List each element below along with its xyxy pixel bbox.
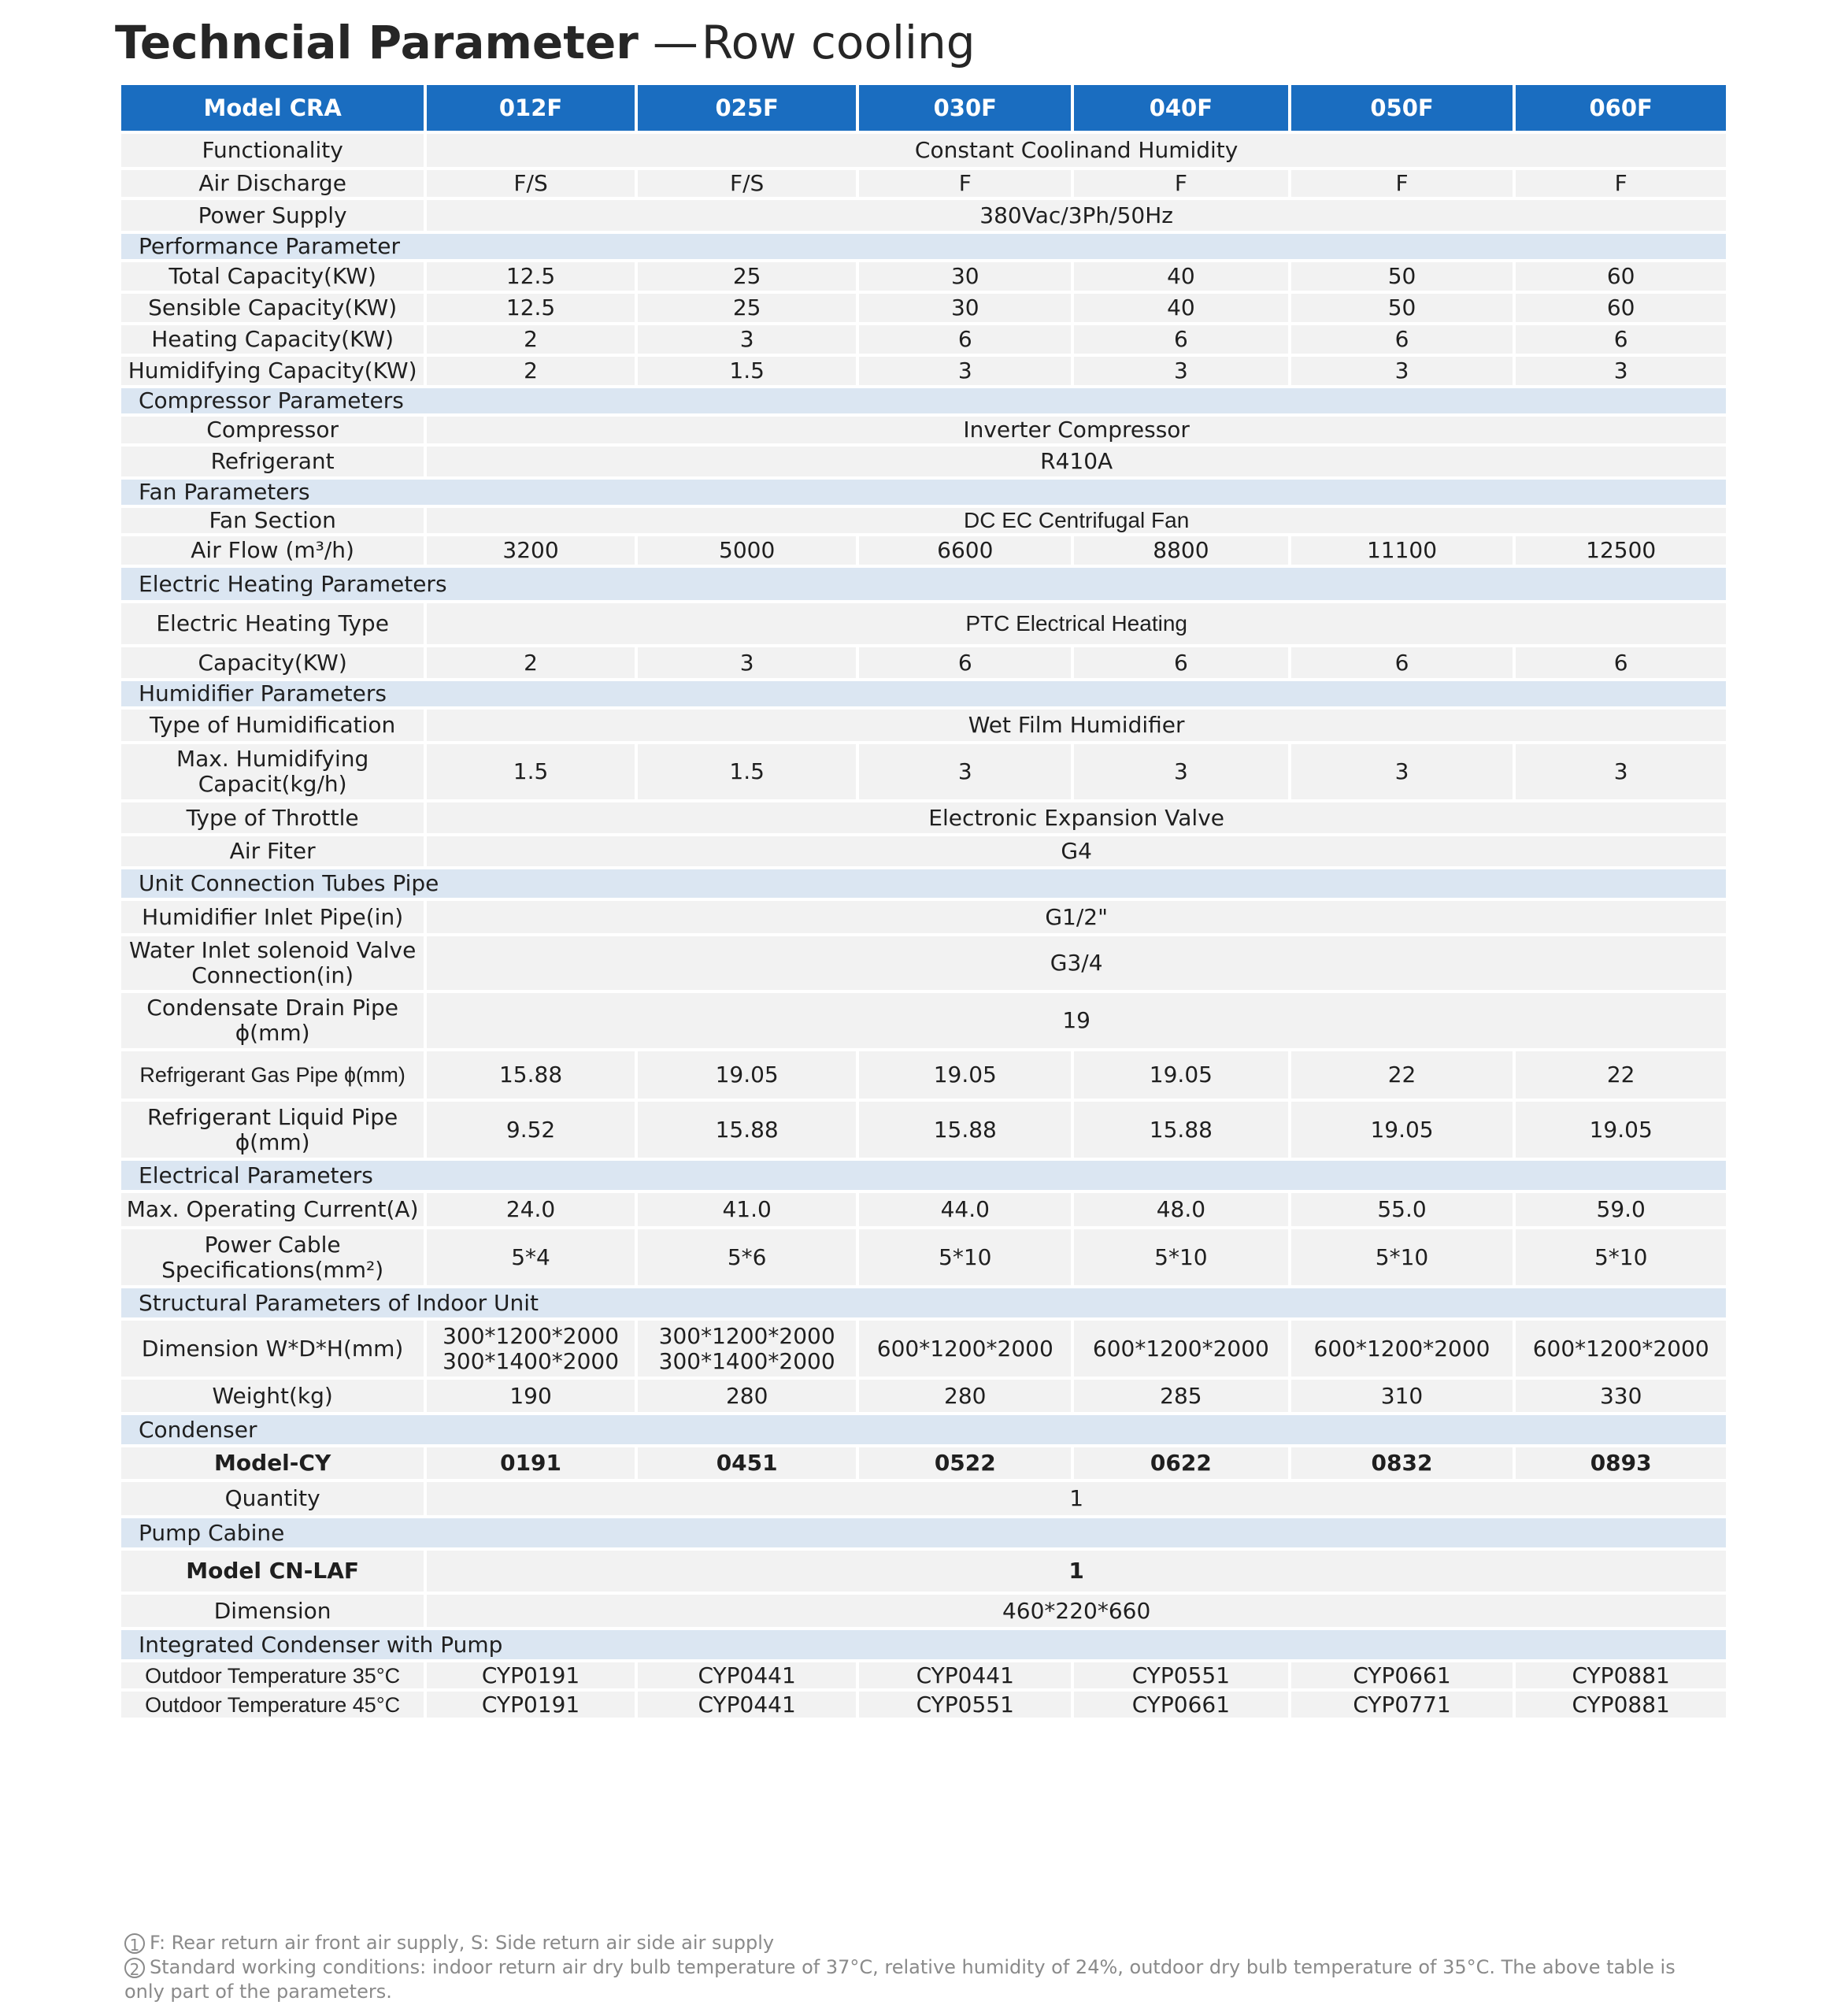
- section-row: [121, 869, 1726, 898]
- row-value: CYP0191: [427, 1662, 635, 1688]
- table-row: [121, 744, 1726, 799]
- row-value: R410A: [427, 447, 1726, 476]
- row-value: 380Vac/3Ph/50Hz: [427, 200, 1726, 231]
- row-value: 22: [1516, 1051, 1726, 1099]
- row-label: Compressor: [121, 417, 424, 443]
- row-value: 280: [638, 1380, 857, 1412]
- row-value: 25: [638, 262, 857, 291]
- row-value: 1.5: [638, 357, 857, 385]
- section-heading: Performance Parameter: [121, 234, 1726, 259]
- section-heading: Fan Parameters: [121, 480, 1726, 505]
- table-row: [121, 710, 1726, 741]
- row-value: 48.0: [1074, 1193, 1288, 1226]
- row-value: 330: [1516, 1380, 1726, 1412]
- row-value: 3: [638, 647, 857, 678]
- row-value: 19.05: [1516, 1102, 1726, 1158]
- title-dash: —: [652, 16, 698, 69]
- row-value: 6: [859, 325, 1071, 354]
- row-value: CYP0441: [859, 1662, 1071, 1688]
- row-value: 19.05: [1074, 1051, 1288, 1099]
- section-heading: Electric Heating Parameters: [121, 568, 1726, 600]
- table-row: [121, 294, 1726, 322]
- table-row: [121, 603, 1726, 644]
- row-value: 15.88: [859, 1102, 1071, 1158]
- row-label: Model-CY: [121, 1447, 424, 1479]
- row-value: 600*1200*2000: [1291, 1321, 1513, 1377]
- row-value: 22: [1291, 1051, 1513, 1099]
- row-value: Electronic Expansion Valve: [427, 802, 1726, 833]
- table-row: [121, 1595, 1726, 1627]
- row-value: 5*10: [1074, 1229, 1288, 1285]
- row-value: 44.0: [859, 1193, 1071, 1226]
- table-row: [121, 836, 1726, 866]
- row-value: 5*4: [427, 1229, 635, 1285]
- row-value: 600*1200*2000: [1074, 1321, 1288, 1377]
- section-heading: Pump Cabine: [121, 1518, 1726, 1547]
- title-sub: Row cooling: [701, 16, 976, 69]
- section-heading: Unit Connection Tubes Pipe: [121, 869, 1726, 898]
- row-value: 1.5: [427, 744, 635, 799]
- row-value: CYP0441: [638, 1662, 857, 1688]
- row-label: Power Supply: [121, 200, 424, 231]
- row-value: 50: [1291, 294, 1513, 322]
- row-label: Power Cable Specifications(mm²): [121, 1229, 424, 1285]
- row-value: 15.88: [638, 1102, 857, 1158]
- table-row: [121, 1193, 1726, 1226]
- footnote-number: 2: [124, 1958, 145, 1978]
- footnote: [124, 1955, 1707, 2004]
- row-value: 24.0: [427, 1193, 635, 1226]
- row-label: Heating Capacity(KW): [121, 325, 424, 354]
- row-value: 3200: [427, 536, 635, 565]
- row-value: DC EC Centrifugal Fan: [427, 508, 1726, 533]
- row-label: Condensate Drain Pipe ɸ(mm): [121, 993, 424, 1048]
- table-row: [121, 536, 1726, 565]
- table-row: [121, 200, 1726, 231]
- row-value: 3: [859, 357, 1071, 385]
- row-value: 1: [427, 1482, 1726, 1515]
- row-value: CYP0441: [638, 1692, 857, 1718]
- footnote-number: 1: [124, 1933, 145, 1954]
- row-value: 3: [1291, 744, 1513, 799]
- row-value: 0191: [427, 1447, 635, 1479]
- row-label: Outdoor Temperature 45°C: [121, 1692, 424, 1718]
- spec-table-body: [121, 85, 1726, 1718]
- row-label: Air Fiter: [121, 836, 424, 866]
- row-label: Air Flow (m³/h): [121, 536, 424, 565]
- table-row: [121, 357, 1726, 385]
- table-row: [121, 417, 1726, 443]
- row-value: CYP0191: [427, 1692, 635, 1718]
- row-value: 6: [1291, 325, 1513, 354]
- header-model-cell: 012F: [427, 85, 635, 131]
- row-label: Sensible Capacity(KW): [121, 294, 424, 322]
- table-row: [121, 1321, 1726, 1377]
- table-row: [121, 1229, 1726, 1285]
- table-row: [121, 1380, 1726, 1412]
- row-label: Functionality: [121, 134, 424, 167]
- row-value: 5*10: [1516, 1229, 1726, 1285]
- footnotes: [124, 1931, 1707, 2004]
- row-value: 1: [427, 1551, 1726, 1592]
- row-label: Electric Heating Type: [121, 603, 424, 644]
- section-row: [121, 480, 1726, 505]
- row-value: 5*6: [638, 1229, 857, 1285]
- row-value: CYP0881: [1516, 1662, 1726, 1688]
- header-model-cell: 030F: [859, 85, 1071, 131]
- row-value: 5*10: [859, 1229, 1071, 1285]
- page-title: [115, 11, 976, 74]
- title-main: Techncial Parameter: [115, 16, 639, 69]
- header-model-cell: 040F: [1074, 85, 1288, 131]
- row-value: 55.0: [1291, 1193, 1513, 1226]
- section-row: [121, 1415, 1726, 1444]
- row-value: 12.5: [427, 294, 635, 322]
- row-label: Capacity(KW): [121, 647, 424, 678]
- row-value: 41.0: [638, 1193, 857, 1226]
- row-value: 9.52: [427, 1102, 635, 1158]
- row-value: 0893: [1516, 1447, 1726, 1479]
- table-row: [121, 262, 1726, 291]
- row-value: F/S: [638, 170, 857, 197]
- row-label: Refrigerant Liquid Pipe ɸ(mm): [121, 1102, 424, 1158]
- row-value: 8800: [1074, 536, 1288, 565]
- table-row: [121, 1102, 1726, 1158]
- row-value: 460*220*660: [427, 1595, 1726, 1627]
- row-value: 12.5: [427, 262, 635, 291]
- row-value: Wet Film Humidifier: [427, 710, 1726, 741]
- section-heading: Humidifier Parameters: [121, 681, 1726, 706]
- row-value: 15.88: [427, 1051, 635, 1099]
- row-value: Inverter Compressor: [427, 417, 1726, 443]
- row-value: 0451: [638, 1447, 857, 1479]
- row-value: 6: [1516, 325, 1726, 354]
- table-row: [121, 325, 1726, 354]
- row-value: CYP0551: [859, 1692, 1071, 1718]
- row-value: 2: [427, 325, 635, 354]
- row-label: Max. Operating Current(A): [121, 1193, 424, 1226]
- row-value: 6: [1074, 325, 1288, 354]
- table-row: [121, 1551, 1726, 1592]
- row-label: Dimension: [121, 1595, 424, 1627]
- row-label: Outdoor Temperature 35°C: [121, 1662, 424, 1688]
- section-heading: Structural Parameters of Indoor Unit: [121, 1288, 1726, 1317]
- row-value: 3: [1074, 357, 1288, 385]
- row-label: Humidifying Capacity(KW): [121, 357, 424, 385]
- header-model-label: Model CRA: [121, 85, 424, 131]
- table-row: [121, 802, 1726, 833]
- row-value: 19.05: [638, 1051, 857, 1099]
- row-label: Refrigerant Gas Pipe ɸ(mm): [121, 1051, 424, 1099]
- row-value: 2: [427, 357, 635, 385]
- row-value: 1.5: [638, 744, 857, 799]
- header-model-cell: 060F: [1516, 85, 1726, 131]
- row-value: 6: [859, 647, 1071, 678]
- table-row: [121, 134, 1726, 167]
- row-label: Weight(kg): [121, 1380, 424, 1412]
- row-value: 5000: [638, 536, 857, 565]
- row-label: Air Discharge: [121, 170, 424, 197]
- table-row: [121, 1447, 1726, 1479]
- row-value: G1/2": [427, 901, 1726, 933]
- row-value: 0522: [859, 1447, 1071, 1479]
- footnote: [124, 1931, 1707, 1955]
- row-value: 40: [1074, 294, 1288, 322]
- table-row: [121, 1482, 1726, 1515]
- row-value: 6: [1516, 647, 1726, 678]
- table-row: [121, 1051, 1726, 1099]
- row-value: 280: [859, 1380, 1071, 1412]
- row-label: Model CN-LAF: [121, 1551, 424, 1592]
- row-value: G4: [427, 836, 1726, 866]
- row-value: 6: [1291, 647, 1513, 678]
- row-value: 300*1200*2000 300*1400*2000: [638, 1321, 857, 1377]
- header-model-cell: 050F: [1291, 85, 1513, 131]
- row-value: F: [1291, 170, 1513, 197]
- table-header-row: [121, 85, 1726, 131]
- row-value: CYP0771: [1291, 1692, 1513, 1718]
- row-value: 310: [1291, 1380, 1513, 1412]
- section-row: [121, 681, 1726, 706]
- table-row: [121, 647, 1726, 678]
- row-value: 12500: [1516, 536, 1726, 565]
- section-row: [121, 1518, 1726, 1547]
- row-value: 50: [1291, 262, 1513, 291]
- row-value: 15.88: [1074, 1102, 1288, 1158]
- row-value: CYP0661: [1291, 1662, 1513, 1688]
- section-row: [121, 568, 1726, 600]
- table-row: [121, 447, 1726, 476]
- row-value: G3/4: [427, 936, 1726, 990]
- row-value: 19: [427, 993, 1726, 1048]
- row-value: 60: [1516, 294, 1726, 322]
- row-label: Water Inlet solenoid Valve Connection(in): [121, 936, 424, 990]
- row-value: 3: [638, 325, 857, 354]
- row-value: 3: [1516, 744, 1726, 799]
- section-heading: Compressor Parameters: [121, 388, 1726, 413]
- row-value: CYP0551: [1074, 1662, 1288, 1688]
- row-label: Refrigerant: [121, 447, 424, 476]
- section-heading: Condenser: [121, 1415, 1726, 1444]
- table-row: [121, 993, 1726, 1048]
- section-row: [121, 1161, 1726, 1190]
- section-heading: Electrical Parameters: [121, 1161, 1726, 1190]
- table-row: [121, 901, 1726, 933]
- section-row: [121, 1288, 1726, 1317]
- row-label: Dimension W*D*H(mm): [121, 1321, 424, 1377]
- row-value: Constant Coolinand Humidity: [427, 134, 1726, 167]
- header-model-cell: 025F: [638, 85, 857, 131]
- row-label: Max. Humidifying Capacit(kg/h): [121, 744, 424, 799]
- row-value: 3: [1516, 357, 1726, 385]
- section-row: [121, 1630, 1726, 1659]
- section-row: [121, 234, 1726, 259]
- row-value: F: [1074, 170, 1288, 197]
- row-value: 60: [1516, 262, 1726, 291]
- table-row: [121, 170, 1726, 197]
- row-value: 3: [1074, 744, 1288, 799]
- footnote-text: F: Rear return air front air supply, S: Side return air side air supply: [150, 1932, 775, 1954]
- row-value: 600*1200*2000: [1516, 1321, 1726, 1377]
- section-heading: Integrated Condenser with Pump: [121, 1630, 1726, 1659]
- table-row: [121, 936, 1726, 990]
- row-value: 19.05: [1291, 1102, 1513, 1158]
- table-row: [121, 508, 1726, 533]
- row-value: F: [859, 170, 1071, 197]
- row-value: 11100: [1291, 536, 1513, 565]
- row-value: 0622: [1074, 1447, 1288, 1479]
- row-value: PTC Electrical Heating: [427, 603, 1726, 644]
- row-value: 25: [638, 294, 857, 322]
- row-value: 3: [859, 744, 1071, 799]
- row-value: 19.05: [859, 1051, 1071, 1099]
- row-value: 300*1200*2000 300*1400*2000: [427, 1321, 635, 1377]
- row-value: 0832: [1291, 1447, 1513, 1479]
- table-row: [121, 1692, 1726, 1718]
- row-value: 600*1200*2000: [859, 1321, 1071, 1377]
- row-value: 30: [859, 262, 1071, 291]
- row-value: F/S: [427, 170, 635, 197]
- row-value: 30: [859, 294, 1071, 322]
- row-label: Total Capacity(KW): [121, 262, 424, 291]
- row-value: 285: [1074, 1380, 1288, 1412]
- section-row: [121, 388, 1726, 413]
- row-label: Humidifier Inlet Pipe(in): [121, 901, 424, 933]
- row-value: 3: [1291, 357, 1513, 385]
- row-label: Fan Section: [121, 508, 424, 533]
- row-value: 59.0: [1516, 1193, 1726, 1226]
- row-label: Quantity: [121, 1482, 424, 1515]
- table-row: [121, 1662, 1726, 1688]
- row-value: 40: [1074, 262, 1288, 291]
- footnote-text: Standard working conditions: indoor return air dry bulb temperature of 37°C, relative humidity of 24%, outdoor dry bulb temperature of 35°C. The above table is only part of the parameters.: [124, 1956, 1676, 2003]
- row-value: 5*10: [1291, 1229, 1513, 1285]
- row-value: 6: [1074, 647, 1288, 678]
- spec-table: [118, 82, 1729, 1721]
- row-value: CYP0661: [1074, 1692, 1288, 1718]
- row-value: CYP0881: [1516, 1692, 1726, 1718]
- row-value: 6600: [859, 536, 1071, 565]
- row-value: 190: [427, 1380, 635, 1412]
- row-label: Type of Throttle: [121, 802, 424, 833]
- row-value: F: [1516, 170, 1726, 197]
- row-value: 2: [427, 647, 635, 678]
- row-label: Type of Humidification: [121, 710, 424, 741]
